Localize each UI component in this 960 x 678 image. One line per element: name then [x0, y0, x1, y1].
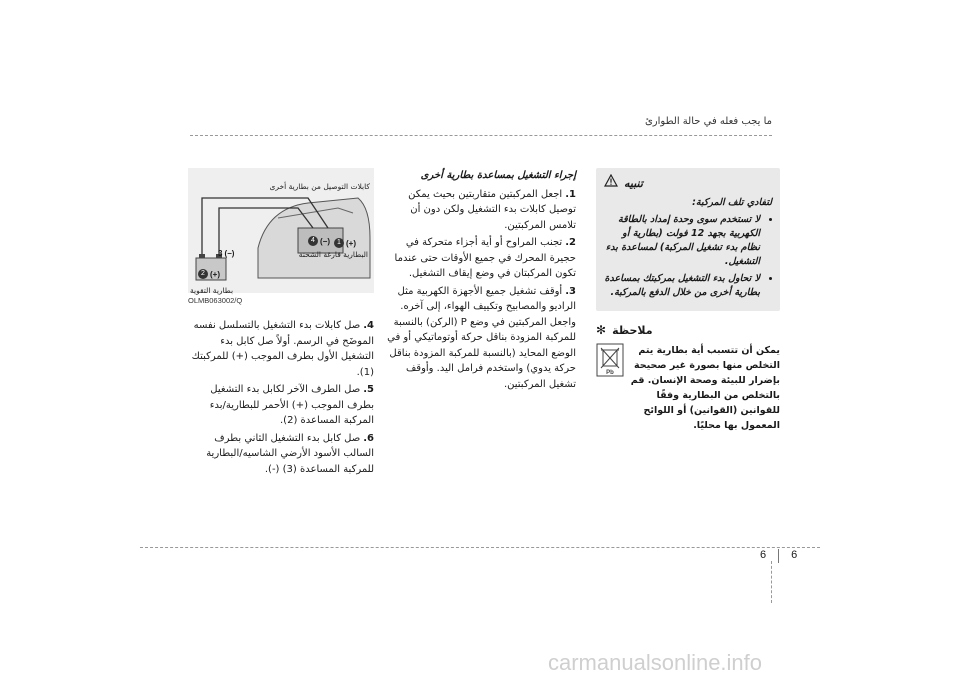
procedure-heading: إجراء التشغيل بمساعدة بطارية أخرى [420, 170, 576, 181]
caution-title: تنبيه [624, 176, 643, 190]
step-text: صل كابلات بدء التشغيل بالتسلسل نفسه الموضَح في الرسم. أولاً صل كابل بدء التشغيل الأول بطرف الموجب (+) للمركبتك (1). [191, 320, 374, 378]
badge-1: 1 (+) [334, 238, 356, 248]
badge-3: 3 (−) [218, 249, 235, 258]
step-text: اجعل المركبتين متقاربتين بحيث يمكن توصيل كابلات بدء التشغيل ولكن دون أن تلامس المركبتين. [408, 188, 576, 231]
notice-heading [596, 323, 780, 339]
step-number: 4. [363, 320, 374, 331]
step-text: صل الطرف الآخر لكابل بدء التشغيل بطرف الموجب (+) الأحمر للبطارية/بدء المركبة المساعدة (2). [209, 384, 374, 426]
notice-title: ملاحظة [612, 324, 653, 337]
step-item [382, 187, 576, 234]
step-item [382, 235, 576, 282]
warning-triangle-icon [604, 174, 618, 193]
crop-mark [771, 561, 772, 603]
step-text: صل كابل بدء التشغيل الثاني بطرف السالب الأسود الأرضي الشاسيه/البطارية للمركبة المساعدة (3) (-). [206, 432, 374, 475]
page-number-right: 6 [791, 549, 798, 561]
figure-code: OLMB063002/Q [188, 296, 243, 305]
procedure-steps [382, 187, 576, 393]
badge-4: 4 (−) [308, 236, 330, 246]
diagram-label-discharged: البطارية فارغة الشحنة [298, 250, 368, 259]
step-number: 1. [565, 188, 576, 200]
step-item [382, 284, 576, 393]
step-number: 2. [565, 237, 576, 248]
left-column [188, 318, 374, 479]
notice-text: يمكن أن تتسبب أية بطارية يتم التخلص منها بصورة غير صحيحة بإضرار للبيئة وصحة الإنسان. قم بالتخلص من البطارية وفقًا للقوانين (القوانين) أو اللوائح المعمول بها محليًا. [630, 344, 780, 431]
recycle-bin-icon [596, 343, 624, 433]
caution-box [596, 168, 780, 311]
middle-column [382, 168, 576, 394]
right-column [596, 168, 780, 433]
header-rule [190, 135, 772, 136]
diagram-label-booster: بطارية التقوية [190, 286, 234, 295]
step-number: 6. [363, 432, 374, 444]
step-item [188, 318, 374, 380]
step-item [188, 431, 374, 478]
caution-list [604, 213, 772, 300]
bin-lead-label: Pb [606, 369, 614, 376]
badge-2: 2 (+) [198, 269, 220, 279]
caution-item: • لا تحاول بدء التشغيل بمركبتك بمساعدة بطارية أخرى من خلال الدفع بالمركبة. [604, 272, 760, 300]
caution-heading [604, 174, 772, 193]
notice-body [596, 343, 780, 433]
step-text: أوقف تشغيل جميع الأجهزة الكهربية مثل الراديو والمصابيح وتكييف الهواء، إلى آخره. واجعل المركبتين في وضع P (الركن) بالنسبة للمركبة المزودة بناقل حركة أوتوماتيكي أو في الوضع المحايد (بالنسبة للمركبة المزودة بناقل حركة يدوي) واستخدم فرامل اليد. وأوقف تشغيل المركبتين. [387, 285, 576, 390]
page-number-separator [778, 549, 779, 563]
caution-subtitle: لتفادي تلف المركبة: [692, 196, 772, 208]
page-number [760, 549, 797, 563]
step-item [188, 382, 374, 429]
running-header: ما يجب فعله في حالة الطوارئ [644, 116, 772, 127]
watermark: carmanualsonline.info [548, 650, 763, 675]
asterisk-icon: ✻ [596, 323, 607, 337]
step-number: 5. [363, 384, 374, 395]
jump-start-diagram [188, 168, 374, 293]
step-text: تجنب المراوح أو أية أجزاء متحركة في حجيرة المحرك في جميع الأوقات حتى عندما تكون المركبتان في وضع إيقاف التشغيل. [394, 237, 576, 279]
page-number-left: 6 [760, 549, 767, 561]
diagram-title: كابلات التوصيل من بطارية أخرى [269, 182, 370, 191]
procedure-steps-continued [188, 318, 374, 477]
footer-rule [140, 547, 820, 548]
caution-item: • لا تستخدم سوى وحدة إمداد بالطاقة الكهربية بجهد 12 فولت (بطارية أو نظام بدء تشغيل المركبة) لمساعدة بدء التشغيل. [604, 213, 760, 269]
step-number: 3. [565, 285, 576, 297]
